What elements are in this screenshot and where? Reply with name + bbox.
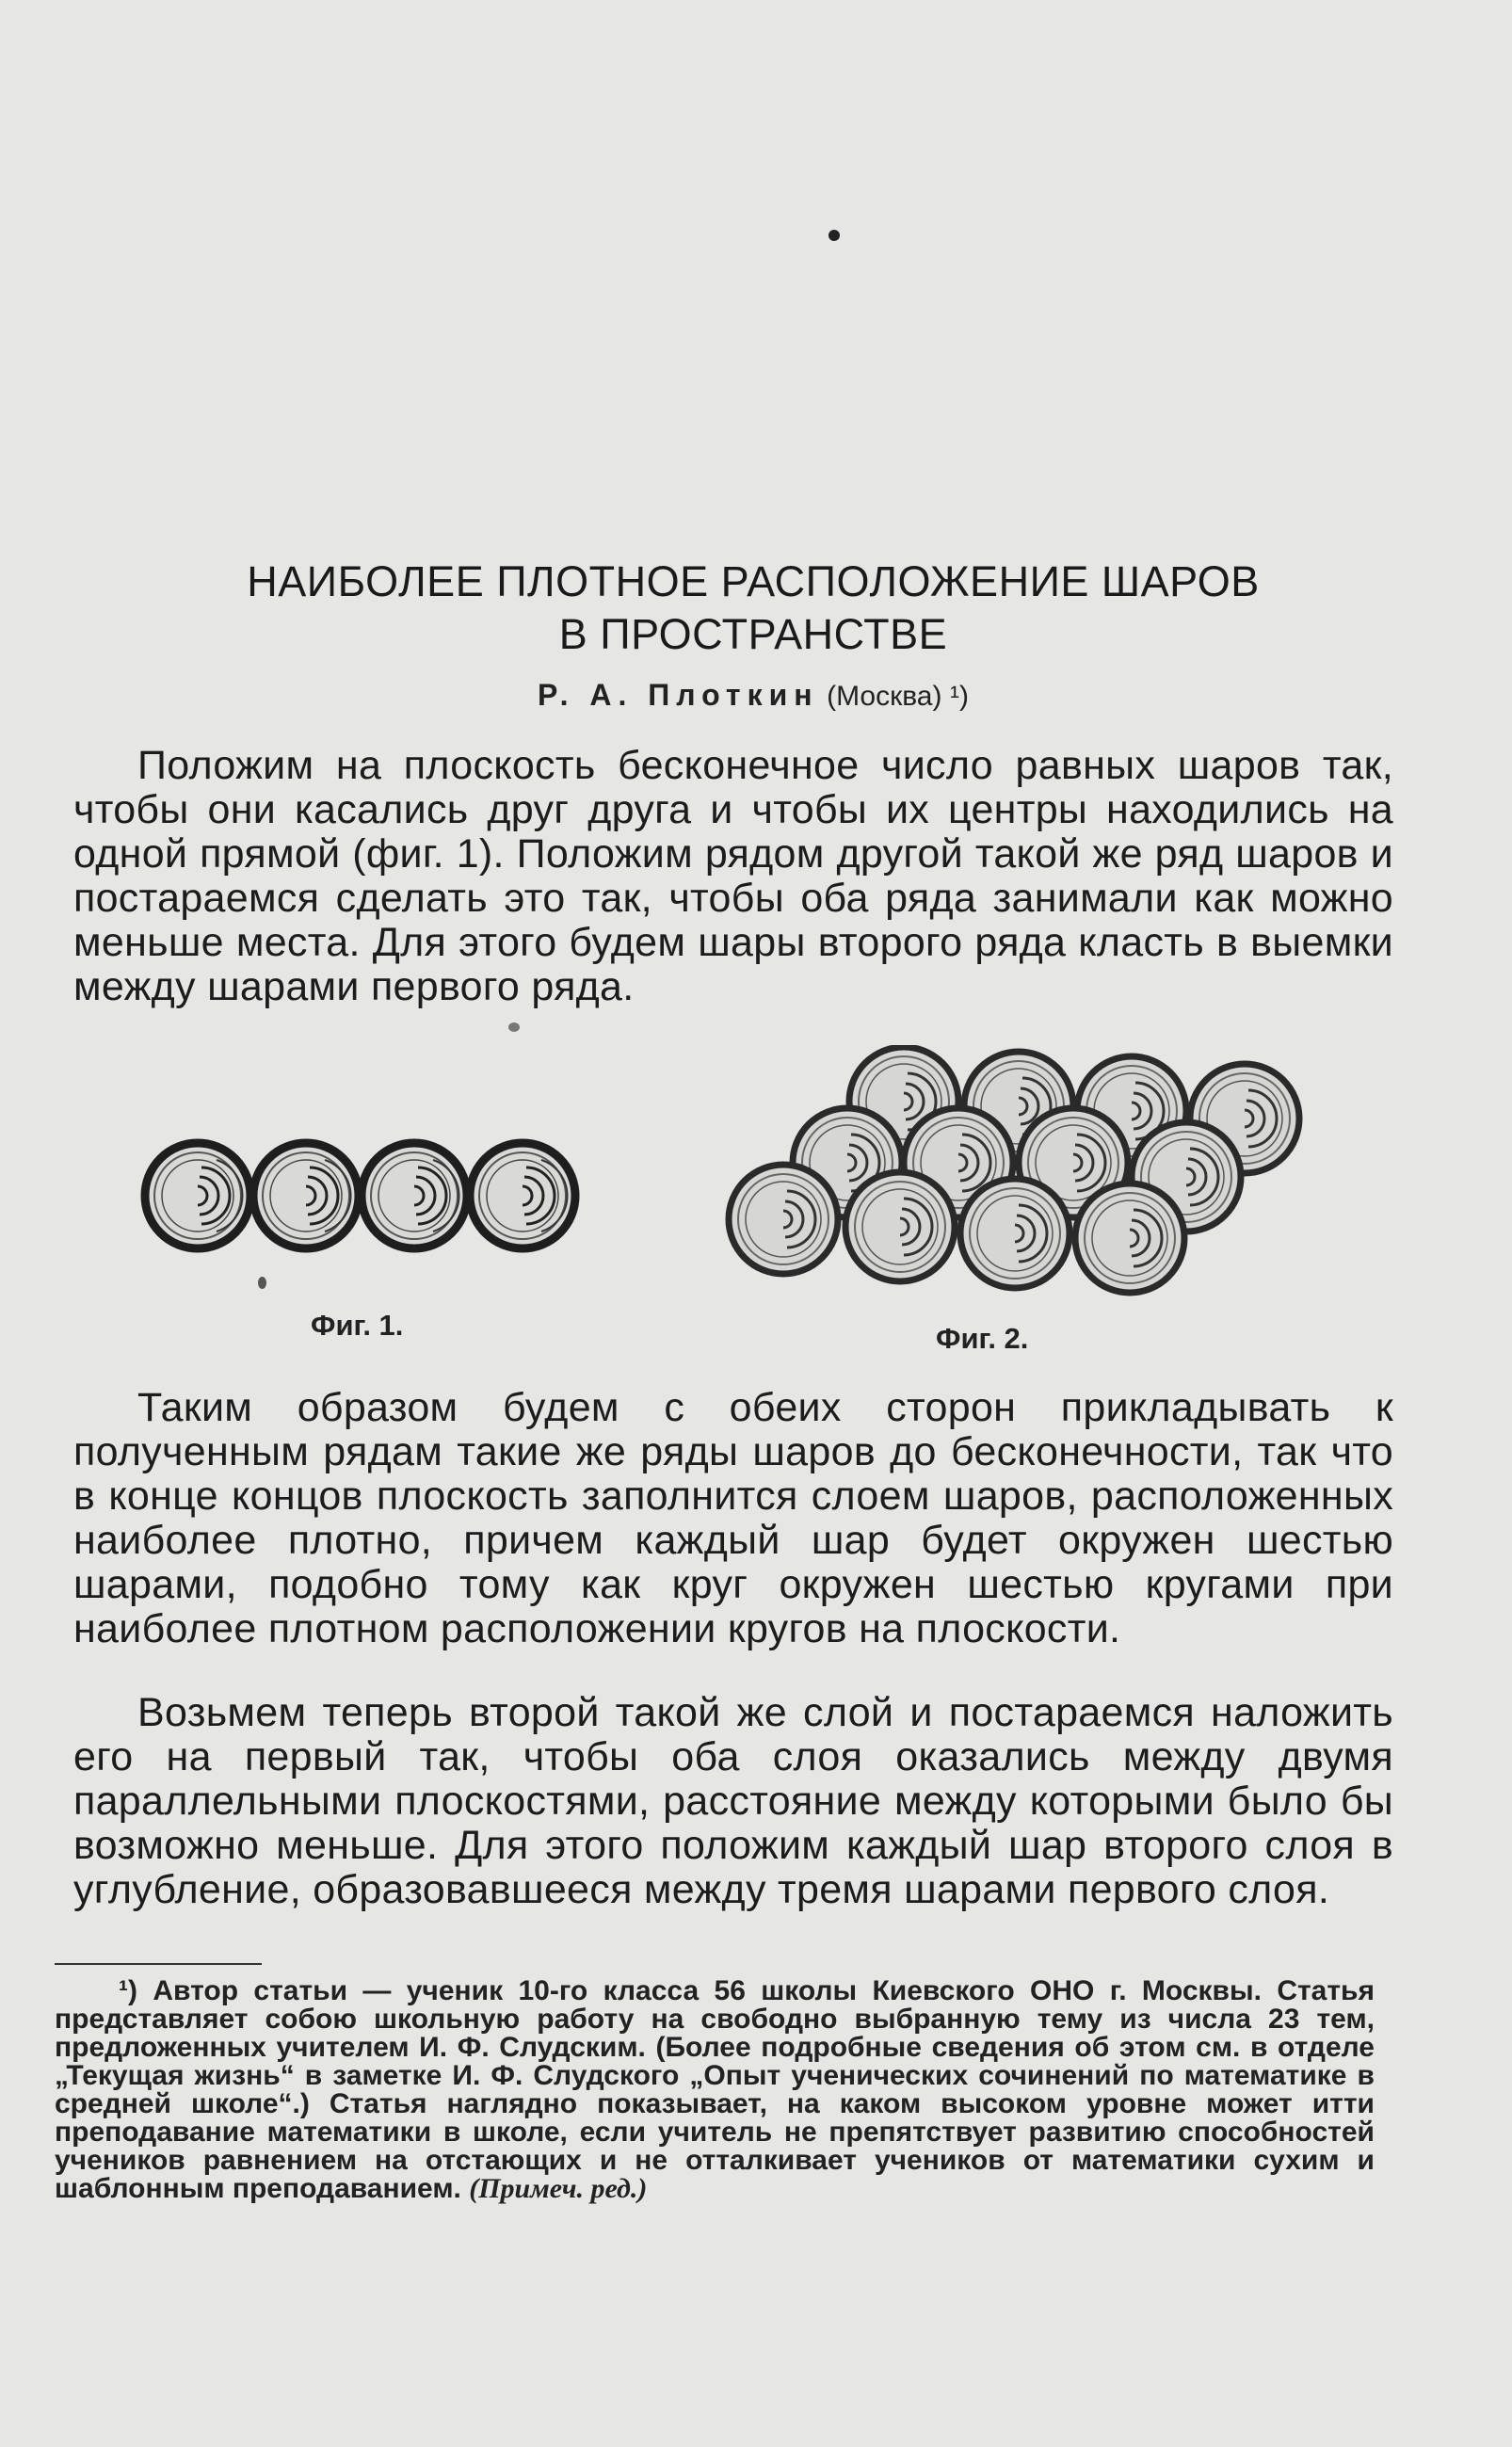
title-line-1: НАИБОЛЕЕ ПЛОТНОЕ РАСПОЛОЖЕНИЕ ШАРОВ	[247, 557, 1260, 605]
title-line-2: В ПРОСТРАНСТВЕ	[558, 610, 948, 658]
ball	[362, 1143, 467, 1248]
author-footnote-mark: ¹)	[949, 681, 969, 712]
ink-speck	[828, 230, 840, 241]
footnote-mark: ¹)	[119, 1975, 137, 2006]
figure-2	[716, 1045, 1318, 1318]
paragraph-3: Возьмем теперь второй такой же слой и постараемся наложить его на первый так, чтобы оба слоя оказались между двумя параллельными плоскостями, расстояние между которыми было бы возможно меньше. Для этого положим каждый шар второго слоя в углубление, образовавшееся между тремя шарами первого слоя.	[73, 1690, 1393, 1912]
ball	[729, 1165, 838, 1274]
ball	[145, 1143, 250, 1248]
figure-1-caption: Фиг. 1.	[311, 1309, 404, 1342]
footnote-divider	[55, 1963, 262, 1965]
ball	[960, 1179, 1070, 1288]
author-name: Р. А. Плоткин	[538, 678, 819, 712]
paragraph-2: Таким образом будем с обеих сторон прикладывать к полученным рядам такие же ряды шаров до бесконечности, так что в конце концов плоскость заполнится слоем шаров, расположенных наиболее плотно, причем каждый шар будет окружен шестью шарами, подобно тому как круг окружен шестью кругами при наиболее плотном расположении кругов на плоскости.	[73, 1385, 1393, 1651]
ball	[1075, 1183, 1184, 1293]
editor-note: (Примеч. ред.)	[469, 2173, 648, 2204]
ball	[845, 1172, 955, 1281]
paragraph-1: Положим на плоскость бесконечное число равных шаров так, чтобы они касались друг друга и чтобы их центры находились на одной прямой (фиг. 1). Положим рядом другой такой же ряд шаров и постараемся сделать это так, чтобы оба ряда занимали как можно меньше места. Для этого будем шары второго ряда класть в выемки между шарами первого ряда.	[73, 743, 1393, 1009]
article-title	[141, 555, 1365, 661]
ink-speck	[508, 1022, 520, 1032]
footnote	[55, 1977, 1375, 2203]
author-line	[282, 678, 1224, 714]
ink-speck	[258, 1277, 266, 1289]
ball	[470, 1143, 575, 1248]
footnote-text: Автор статьи — ученик 10-го класса 56 школы Киевского ОНО г. Москвы. Статья представляет собою школьную работу на свободно выбранную тему из числа 23 тем, предложенных учителем И. Ф. Слудским. (Более подробные сведения об этом см. в отделе „Текущая жизнь“ в заметке И. Ф. Слудского „Опыт ученических сочинений по математике в средней школе“.) Статья наглядно показывает, на каком высоком уровне может итти преподавание математики в школе, если учитель не препятствует развитию способностей учеников равнением на отстающих и не отталкивает учеников от математики сухим и шаблонным преподаванием.	[55, 1975, 1375, 2204]
ball	[253, 1143, 359, 1248]
figure-2-caption: Фиг. 2.	[936, 1322, 1029, 1355]
figure-1	[132, 1130, 603, 1262]
author-city: (Москва)	[827, 681, 942, 712]
